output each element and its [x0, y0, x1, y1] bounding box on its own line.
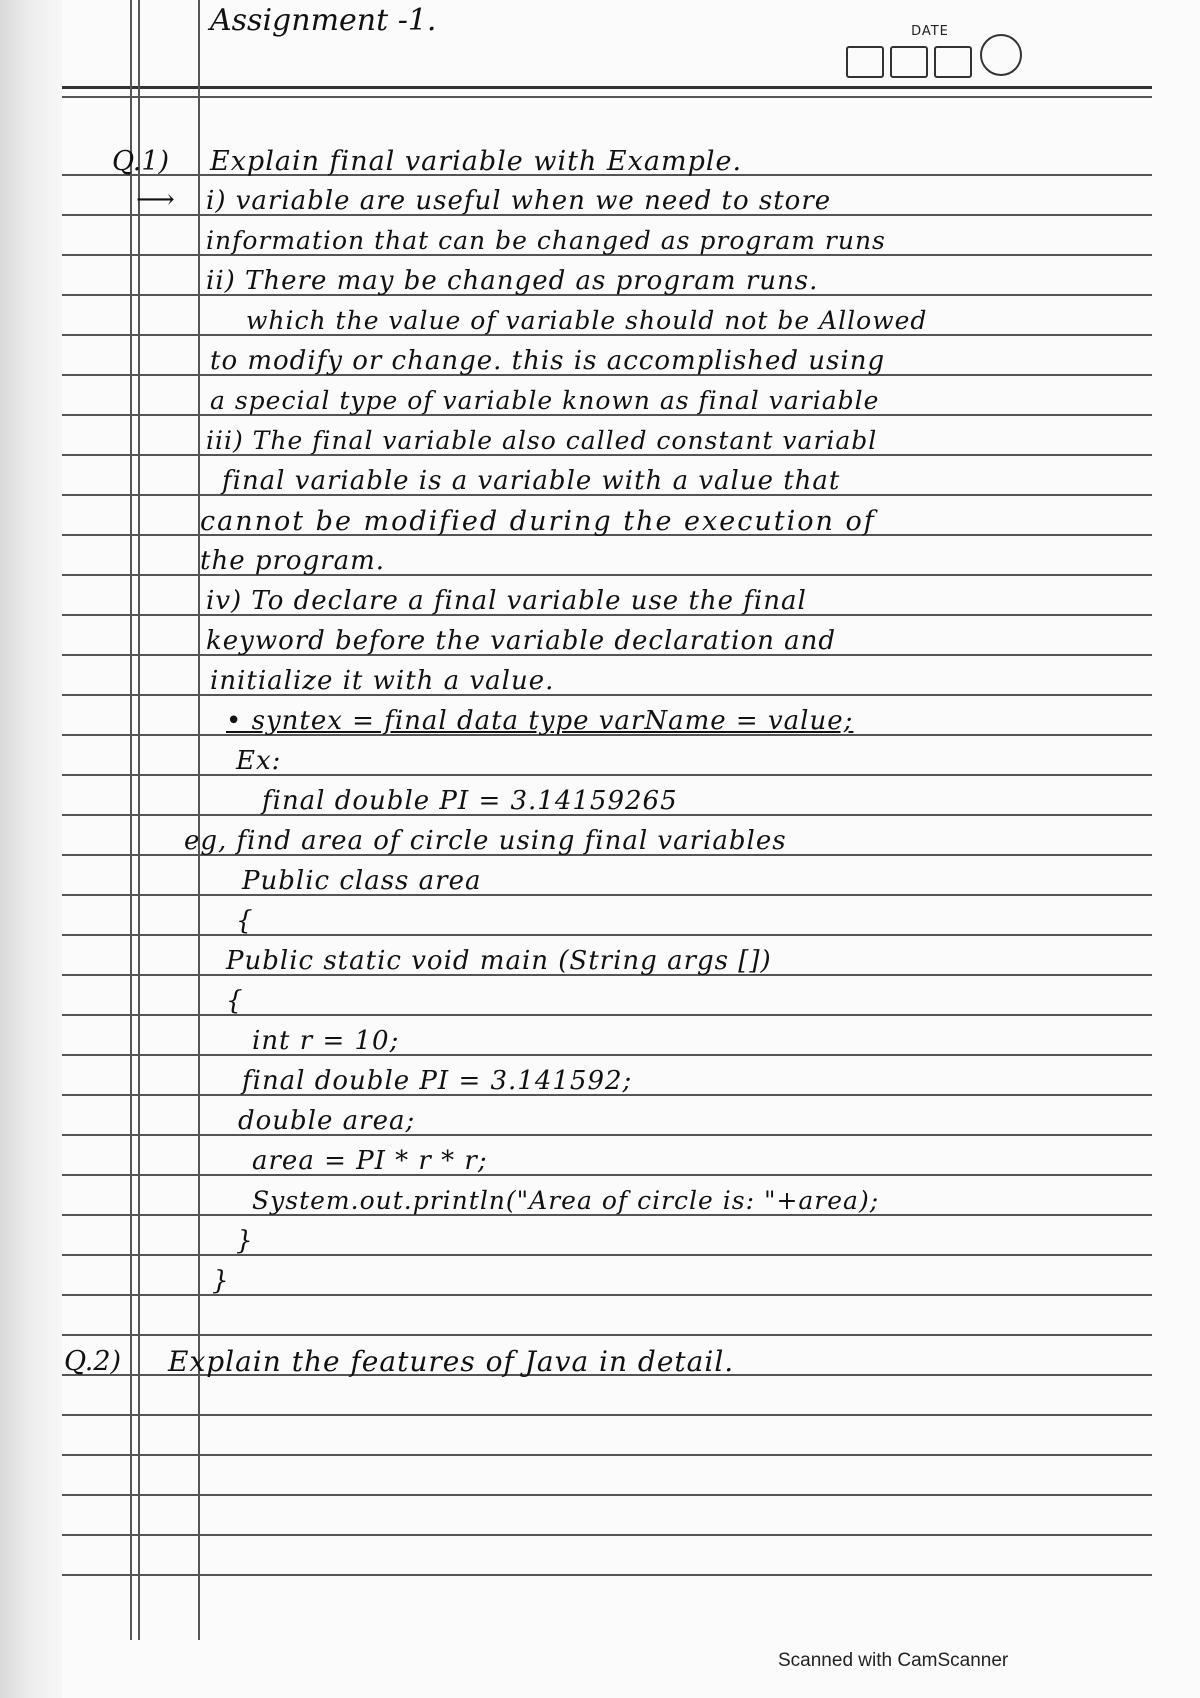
date-cell [890, 46, 928, 78]
answer-line: which the value of variable should not be Allowed [246, 306, 928, 335]
page-rule [62, 1054, 1152, 1056]
answer-line: information that can be changed as program runs [206, 226, 886, 255]
margin-line [198, 0, 200, 1640]
page-rule [62, 894, 1152, 896]
assignment-title: Assignment -1. [210, 3, 437, 38]
code-line: area = PI * r * r; [252, 1146, 488, 1176]
answer-line: final variable is a variable with a value that [222, 466, 841, 496]
page-rule [62, 1134, 1152, 1136]
page-rule [62, 1454, 1152, 1456]
code-line: final double PI = 3.141592; [242, 1066, 633, 1096]
answer-line: iv) To declare a final variable use the final [206, 586, 807, 616]
answer-line: i) variable are useful when we need to store [206, 186, 832, 216]
code-line: int r = 10; [252, 1026, 400, 1056]
page-rule [62, 1414, 1152, 1416]
code-line: Public static void main (String args []) [226, 946, 772, 976]
code-line: Public class area [242, 866, 482, 896]
scanner-watermark: Scanned with CamScanner [778, 1650, 1009, 1671]
example-label: Ex: [236, 746, 282, 776]
question-2-text: Explain the features of Java in detail. [168, 1345, 735, 1378]
answer-line: ii) There may be changed as program runs. [206, 266, 819, 296]
question-2-label: Q.2) [64, 1346, 122, 1377]
answer-line: to modify or change. this is accomplished using [210, 346, 886, 376]
date-ring [980, 34, 1022, 76]
code-line: } [236, 1226, 254, 1256]
page-rule [62, 934, 1152, 936]
syntax-line: • syntex = final data type varName = value; [226, 706, 854, 736]
page-rule [62, 1574, 1152, 1576]
answer-line: keyword before the variable declaration and [206, 626, 837, 656]
code-line: double area; [238, 1106, 416, 1136]
code-line: } [212, 1266, 230, 1296]
answer-arrow-icon: ⟶ [136, 184, 175, 215]
code-line: { [236, 906, 254, 936]
answer-line: eg, find area of circle using final variables [184, 826, 787, 856]
date-stamp-box [844, 22, 1022, 84]
page-rule [62, 1334, 1152, 1336]
page-rule [62, 1254, 1152, 1256]
code-line: final double PI = 3.14159265 [262, 786, 678, 816]
answer-line: iii) The final variable also called constant variabl [206, 426, 878, 455]
margin-line [138, 0, 140, 1640]
date-cell [934, 46, 972, 78]
answer-line: cannot be modified during the execution of [200, 506, 876, 537]
answer-line: a special type of variable known as final variable [210, 386, 880, 415]
page-rule [62, 86, 1152, 89]
page-rule [62, 1534, 1152, 1536]
date-label: DATE [911, 24, 949, 39]
margin-line [130, 0, 132, 1640]
scan-shadow [0, 0, 62, 1698]
date-cell [846, 46, 884, 78]
page-rule [62, 774, 1152, 776]
page-rule [62, 1494, 1152, 1496]
answer-line: initialize it with a value. [210, 666, 555, 696]
code-line: System.out.println("Area of circle is: "+area); [252, 1186, 880, 1215]
code-line: { [226, 986, 244, 1016]
page-rule [62, 96, 1152, 98]
question-1-text: Explain final variable with Example. [210, 146, 743, 177]
question-1-label: Q.1) [112, 146, 170, 177]
page-rule [62, 1174, 1152, 1176]
answer-line: the program. [200, 546, 386, 576]
